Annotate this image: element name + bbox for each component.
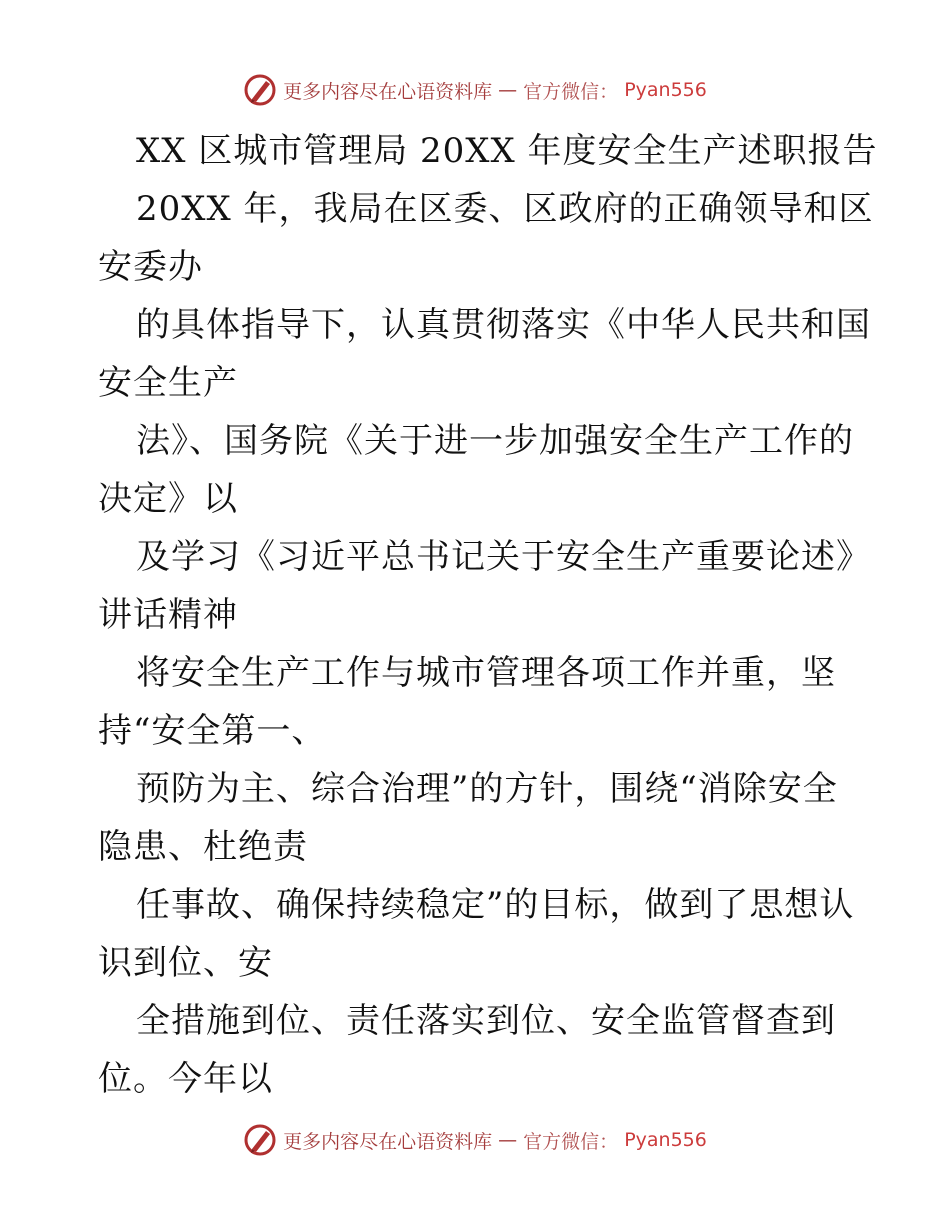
document-line: 决定》以	[98, 479, 238, 519]
document-line: 任事故、确保持续稳定”的目标，做到了思想认	[136, 885, 855, 925]
document-line: 识到位、安	[98, 943, 273, 983]
banner-dash: —	[498, 1129, 518, 1151]
header-banner	[0, 70, 950, 110]
document-line: 及学习《习近平总书记关于安全生产重要论述》	[136, 537, 871, 577]
pen-logo-icon	[243, 1123, 277, 1157]
document-line: 将安全生产工作与城市管理各项工作并重，坚	[136, 653, 836, 693]
document-line: 法》、国务院《关于进一步加强安全生产工作的	[136, 421, 854, 461]
footer-banner	[0, 1120, 950, 1160]
document-line: 讲话精神	[98, 595, 238, 635]
document-line: 的具体指导下，认真贯彻落实《中华人民共和国	[136, 305, 871, 345]
document-line: XX 区城市管理局 20XX 年度安全生产述职报告	[136, 131, 878, 171]
document-line: 预防为主、综合治理”的方针，围绕“消除安全	[136, 769, 838, 809]
document-body	[98, 122, 878, 1108]
banner-text: 更多内容尽在心语资料库	[283, 1130, 493, 1153]
document-line: 隐患、杜绝责	[98, 827, 308, 867]
banner-dash: —	[498, 79, 518, 101]
banner-wechat-label: 官方微信：	[523, 1130, 619, 1153]
document-line: 持“安全第一、	[98, 711, 327, 751]
document-line: 全措施到位、责任落实到位、安全监管督查到	[136, 1001, 836, 1041]
banner-wechat-label: 官方微信：	[523, 80, 619, 103]
banner-wechat-id: Pyan556	[624, 1129, 707, 1151]
banner-text: 更多内容尽在心语资料库	[283, 80, 493, 103]
document-line: 安委办	[98, 247, 203, 287]
document-line: 20XX 年，我局在区委、区政府的正确领导和区	[136, 189, 874, 229]
document-line: 位。今年以	[98, 1059, 273, 1099]
banner-wechat-id: Pyan556	[624, 79, 707, 101]
pen-logo-icon	[243, 73, 277, 107]
document-line: 安全生产	[98, 363, 238, 403]
